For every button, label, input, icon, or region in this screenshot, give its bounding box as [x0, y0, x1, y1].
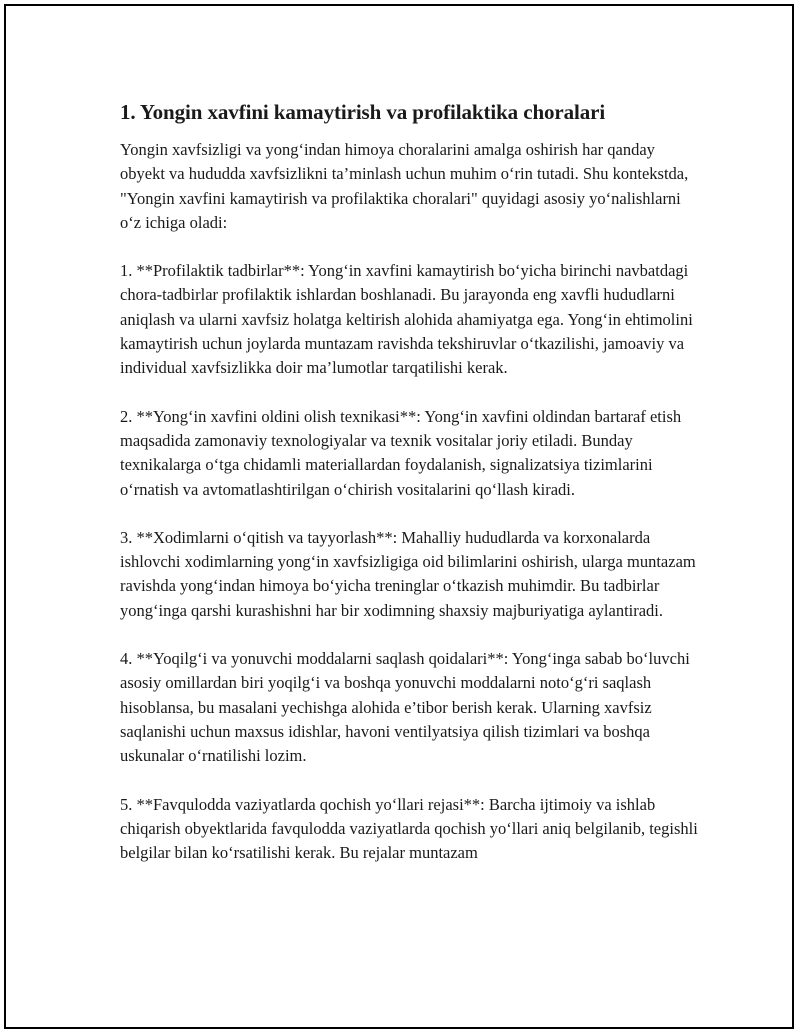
- paragraph-xodimlarni-oqitish: 3. **Xodimlarni o‘qitish va tayyorlash**: Mahalliy hududlarda va korxonalarda ishlovchi xodimlarning yong‘in xavfsizligiga oid bilimlarini oshirish, ularga muntazam ravishda yong‘indan himoya bo‘yicha treninglar o‘tkazish muhimdir. Bu tadbirlar yong‘inga qarshi kurashishni har bir xodimning shaxsiy majburiyatiga aylantiradi.: [120, 527, 696, 620]
- page-frame: [4, 4, 794, 1029]
- paragraph-saqlash-qoidalari: 4. **Yoqilg‘i va yonuvchi moddalarni saqlash qoidalari**: Yong‘inga sabab bo‘luvchi asosiy omillardan biri yoqilg‘i va boshqa yonuvchi moddalarni noto‘g‘ri saqlash hisoblansa, bu masalani yechishga alohida e’tibor berish kerak. Ularning xavfsiz saqlanishi uchun maxsus idishlar, havoni ventilyatsiya qilish tizimlari va boshqa uskunalar o‘rnatilishi lozim.: [120, 649, 690, 766]
- document-body: [120, 98, 700, 889]
- paragraph-profilaktik-tadbirlar: 1. **Profilaktik tadbirlar**: Yong‘in xavfini kamaytirish bo‘yicha birinchi navbatdagi chora-tadbirlar profilaktik ishlardan boshlanadi. Bu jarayonda eng xavfli hududlarni aniqlash va ularni xavfsiz holatga keltirish alohida ahamiyatga ega. Yong‘in ehtimolini kamaytirish uchun joylarda muntazam ravishda tekshiruvlar o‘tkazilishi, jamoaviy va individual xavfsizlikka doir ma’lumotlar tarqatilishi kerak.: [120, 261, 693, 378]
- intro-paragraph: Yongin xavfsizligi va yong‘indan himoya choralarini amalga oshirish har qanday obyekt va hududda xavfsizlikni ta’minlash uchun muhim o‘rin tutadi. Shu kontekstda, "Yongin xavfini kamaytirish va profilaktika choralari" quyidagi asosiy yo‘nalishlarni o‘z ichiga oladi:: [120, 140, 689, 232]
- paragraph-oldini-olish-texnikasi: 2. **Yong‘in xavfini oldini olish texnikasi**: Yong‘in xavfini oldindan bartaraf etish maqsadida zamonaviy texnologiyalar va texnik vositalar joriy etiladi. Bunday texnikalarga o‘tga chidamli materiallardan foydalanish, signalizatsiya tizimlarini o‘rnatish va avtomatlashtirilgan o‘chirish vositalarini qo‘llash kiradi.: [120, 406, 682, 499]
- paragraph-qochish-yollari: 5. **Favqulodda vaziyatlarda qochish yo‘llari rejasi**: Barcha ijtimoiy va ishlab chiqarish obyektlarida favqulodda vaziyatlarda qochish yo‘llari aniq belgilanib, tegishli belgilar bilan ko‘rsatilishi kerak. Bu rejalar muntazam: [120, 794, 698, 863]
- document-title: 1. Yongin xavfini kamaytirish va profilaktika choralari: [120, 100, 606, 124]
